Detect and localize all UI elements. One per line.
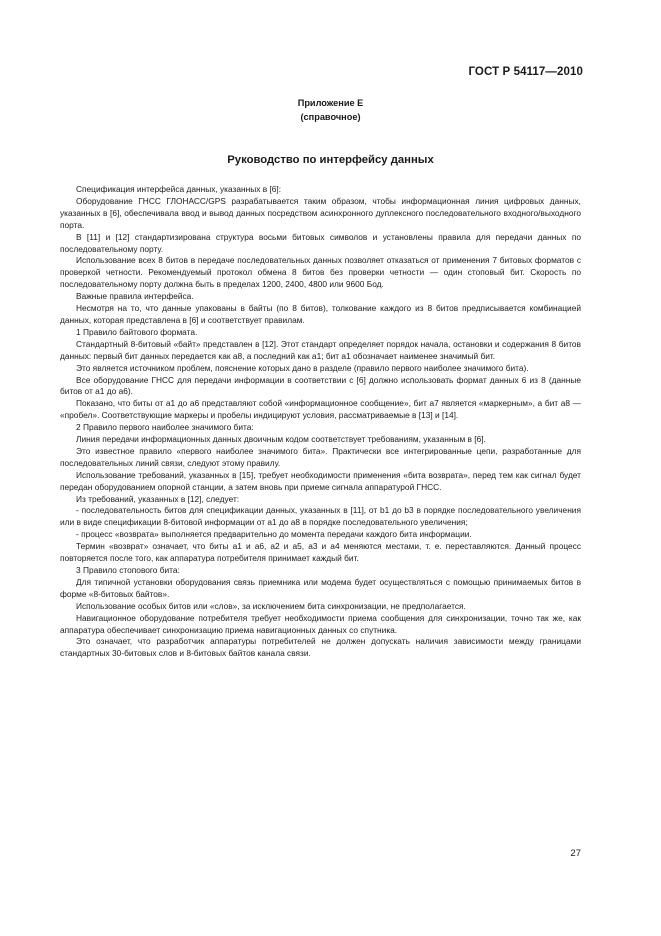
paragraph: Из требований, указанных в [12], следует:	[76, 493, 240, 504]
paragraph: Это означает, что разработчик аппаратуры потребителей не должен допускать наличия зависимости между границами стандартных 30-битовых слов и 8-битовых байтов канала связи.	[60, 636, 581, 659]
paragraph: Термин «возврат» означает, что биты a1 и a6, a2 и a5, a3 и a4 меняются местами, т. е. переставляются. Данный процесс повторяется после того, как аппаратура потребителя принимает каждый бит.	[60, 541, 581, 564]
paragraph: Оборудование ГНСС ГЛОНАСС/GPS разрабатывается таким образом, чтобы информационная линия цифровых данных, указанных в [6], обеспечивала ввод и вывод данных посредством асинхронного дуплексного последовательного входного/выходного порта.	[60, 195, 581, 230]
paragraph: Стандартный 8-битовый «байт» представлен в [12]. Этот стандарт определяет порядок начала, остановки и содержания 8 битов данных: первый бит данных передается как a8, а последний как a1; бит a1 обозначает наименее значимый бит.	[60, 338, 581, 361]
paragraph: 1 Правило байтового формата.	[76, 326, 198, 337]
paragraph: Использование особых битов или «слов», за исключением бита синхронизации, не предполагается.	[76, 600, 466, 611]
paragraph: Показано, что биты от a1 до a6 представляют собой «информационное сообщение», бит a7 является «маркерным», а бит a8 — «пробел». Соответствующие маркеры и пробелы индицируют условия, рассматриваемые в [13] и [14].	[60, 398, 581, 421]
paragraph: - последовательность битов для спецификации данных, указанных в [11], от b1 до b3 в порядке последовательного увеличения или в виде спецификации 8-битовой информации от a1 до a8 в порядке последовательного увеличения;	[60, 505, 581, 528]
paragraph: - процесс «возврата» выполняется предварительно до момента передачи каждого бита информации.	[76, 529, 472, 540]
paragraph: Это известное правило «первого наиболее значимого бита». Практически все интегрированные цепи, разработанные для последовательных линий связи, следуют этому правилу.	[60, 445, 581, 468]
appendix-type: (справочное)	[300, 112, 361, 122]
paragraph: Линия передачи информационных данных двоичным кодом соответствует требованиям, указанным в [6].	[76, 434, 486, 445]
paragraph: Использование требований, указанных в [15], требует необходимости применения «бита возврата», перед тем как сигнал будет передан оборудованием опорной станции, а затем вновь при приеме сигнала аппаратурой ГНСС.	[60, 469, 581, 492]
document-code: ГОСТ Р 54117—2010	[468, 66, 583, 78]
appendix-label	[0, 96, 661, 124]
paragraph: Все оборудование ГНСС для передачи информации в соответствии с [6] должно использовать формат данных 6 из 8 (данные битов от a1 до a6).	[60, 374, 581, 397]
appendix-title: Приложение Е	[297, 98, 364, 108]
paragraph: В [11] и [12] стандартизирована структура восьми битовых символов и установлены правила для передачи данных по последовательному порту.	[60, 231, 581, 254]
paragraph: Важные правила интерфейса.	[76, 291, 194, 302]
page-number: 27	[570, 848, 581, 859]
section-title: Руководство по интерфейсу данных	[227, 154, 434, 166]
paragraph: 2 Правило первого наиболее значимого бита:	[76, 422, 254, 433]
paragraph: Навигационное оборудование потребителя требует необходимости приема сообщения для синхронизации, точно так же, как аппаратура обеспечивает синхронизацию приема навигационных данных со спутника.	[60, 612, 581, 635]
body-text	[60, 184, 581, 660]
paragraph: Спецификация интерфейса данных, указанных в [6]:	[76, 184, 282, 194]
paragraph: Несмотря на то, что данные упакованы в байты (по 8 битов), толкование каждого из 8 битов предписывается комбинацией данных, которая представлена в [6] и соответствует правилам.	[60, 303, 581, 325]
paragraph: Для типичной установки оборудования связь приемника или модема будет осуществляться с помощью принимаемых битов в форме «8-битовых байтов».	[60, 576, 581, 599]
paragraph: Использование всех 8 битов в передаче последовательных данных позволяет отказаться от применения 7 битовых форматов с проверкой четности. Рекомендуемый протокол обмена 8 битов без проверки четности — один стоповый бит. Скорость по последовательному порту должна быть в пределах 1200, 2400, 4800 или 9600 Бод.	[60, 255, 581, 290]
paragraph: 3 Правило стопового бита:	[76, 565, 180, 575]
paragraph: Это является источником проблем, пояснение которых дано в разделе (правило первого наиболее значимого бита).	[76, 362, 529, 373]
